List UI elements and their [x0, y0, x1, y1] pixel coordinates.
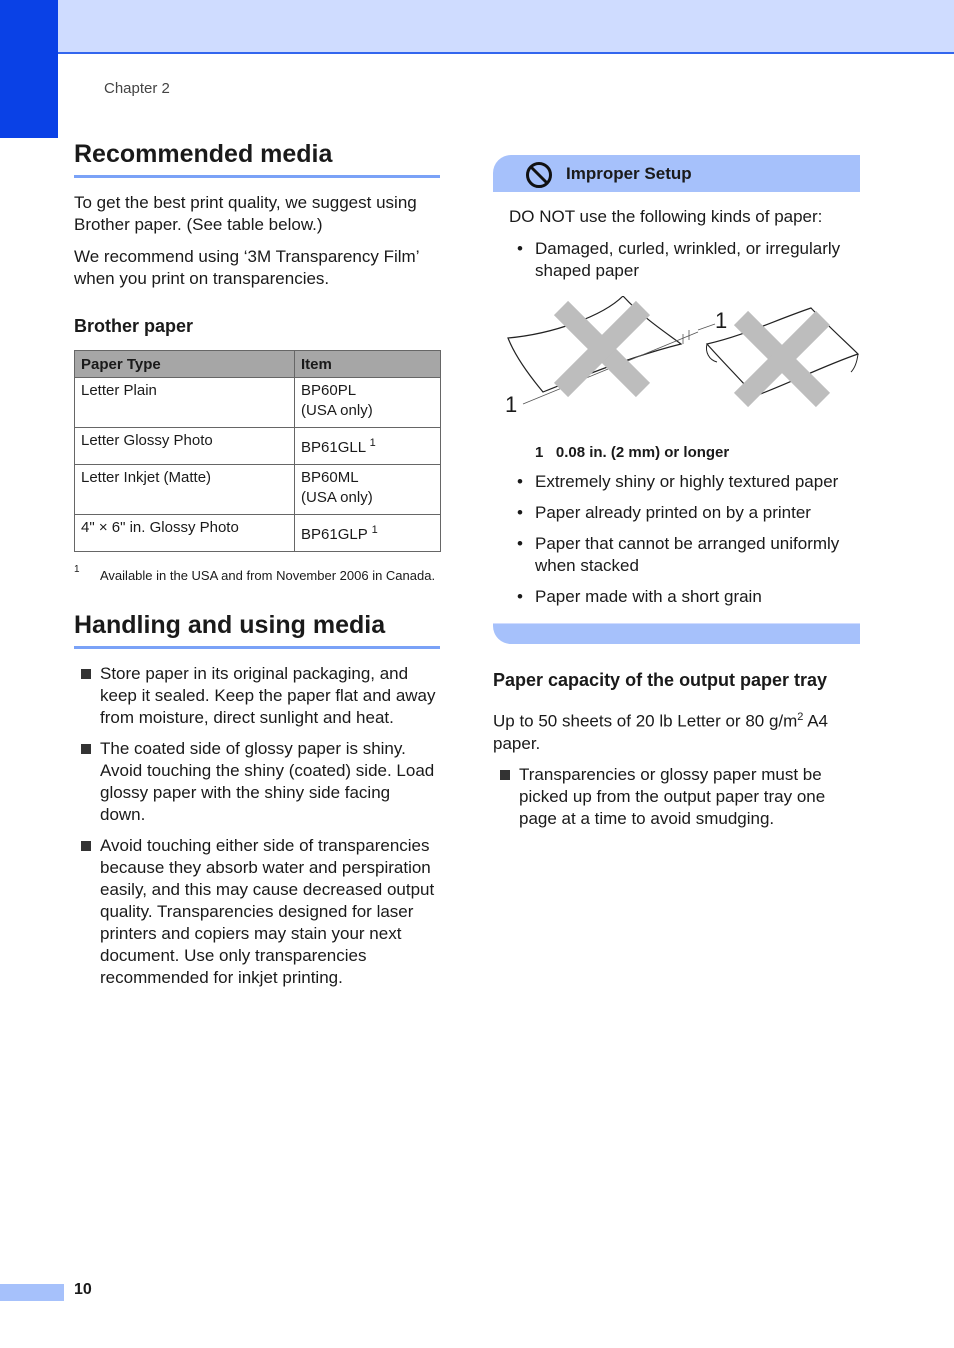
- curled-paper-illustration: [493, 296, 860, 434]
- chapter-tab: [0, 0, 58, 138]
- cell-item: BP60ML (USA only): [295, 465, 441, 515]
- list-item: • Extremely shiny or highly textured paper: [517, 472, 839, 491]
- col-item: Item: [295, 351, 441, 378]
- recommended-para-2: We recommend using ‘3M Transparency Film’ when you print on transparencies.: [74, 247, 419, 288]
- cell-type: 4" × 6" in. Glossy Photo: [75, 515, 295, 552]
- col-paper-type: Paper Type: [75, 351, 295, 378]
- output-tray-list: [493, 764, 860, 830]
- table-row: [75, 515, 441, 552]
- handling-media-heading: Handling and using media: [74, 611, 440, 649]
- list-item: • Paper already printed on by a printer: [517, 503, 811, 522]
- list-item: • Paper that cannot be arranged uniformly when stacked: [517, 534, 840, 575]
- prohibited-icon: [525, 161, 553, 194]
- list-item: The coated side of glossy paper is shiny. Avoid touching the shiny (coated) side. Load glossy paper with the shiny side facing down.: [74, 738, 440, 826]
- table-footnote: [74, 566, 440, 585]
- square-bullet-icon: [81, 744, 91, 754]
- footnote-number: 1: [74, 564, 80, 575]
- improper-list-bottom: [493, 471, 860, 608]
- list-item: Avoid touching either side of transparencies because they absorb water and perspiration easily, and this may cause decreased output quality. Transparencies designed for laser printers and copiers may stain your next document. Use only transparencies recommended for inkjet printing.: [74, 835, 440, 989]
- footnote-text: Available in the USA and from November 2006 in Canada.: [100, 568, 436, 583]
- caption-number: 1: [535, 444, 544, 461]
- left-column: [74, 140, 440, 998]
- cell-item: BP61GLL $^1$: [295, 428, 441, 465]
- table-row: [75, 428, 441, 465]
- improper-list-top: [493, 238, 860, 282]
- page-number: 10: [74, 1281, 92, 1298]
- output-tray-heading: Paper capacity of the output paper tray: [493, 670, 828, 690]
- cell-type: Letter Plain: [75, 378, 295, 428]
- footnote-ref: 1: [371, 524, 378, 536]
- list-item: Transparencies or glossy paper must be picked up from the output paper tray one page at a time to avoid smudging.: [493, 764, 860, 830]
- improper-setup-header: [493, 155, 860, 192]
- cell-type: Letter Glossy Photo: [75, 428, 295, 465]
- table-row: [75, 378, 441, 428]
- page-number-band: [0, 1284, 64, 1301]
- table-header-row: [75, 351, 441, 378]
- right-column: [493, 155, 860, 839]
- square-bullet-icon: [81, 841, 91, 851]
- list-item: • Paper made with a short grain: [517, 587, 762, 606]
- recommended-para-1: To get the best print quality, we suggest using Brother paper. (See table below.): [74, 193, 417, 234]
- list-item: • Damaged, curled, wrinkled, or irregularly shaped paper: [517, 239, 841, 280]
- improper-setup-title: Improper Setup: [566, 164, 692, 183]
- paper-table: [74, 350, 441, 552]
- table-row: [75, 465, 441, 515]
- caption-text: 0.08 in. (2 mm) or longer: [555, 444, 730, 461]
- bad-paper-figure: [493, 296, 860, 434]
- header-band: [0, 0, 954, 54]
- figure-label-left: 1: [505, 392, 518, 417]
- chapter-label: Chapter 2: [104, 80, 170, 97]
- recommended-media-heading: Recommended media: [74, 140, 440, 178]
- brother-paper-heading: Brother paper: [74, 316, 194, 336]
- list-item: Store paper in its original packaging, and keep it sealed. Keep the paper flat and away from moisture, direct sunlight and heat.: [74, 663, 440, 729]
- improper-setup-footer: [493, 623, 860, 644]
- improper-intro: DO NOT use the following kinds of paper:: [509, 207, 823, 226]
- footnote-ref: 1: [369, 437, 376, 449]
- cell-item: BP61GLP $^1$: [295, 515, 441, 552]
- figure-label-right: 1: [715, 308, 728, 333]
- figure-caption: [535, 444, 860, 461]
- cell-type: Letter Inkjet (Matte): [75, 465, 295, 515]
- handling-list: [74, 663, 440, 989]
- output-tray-para: Up to 50 sheets of 20 lb Letter or 80 $g/m^2$ A4 paper.: [493, 711, 829, 753]
- square-bullet-icon: [81, 669, 91, 679]
- cell-item: BP60PL (USA only): [295, 378, 441, 428]
- square-bullet-icon: [500, 770, 510, 780]
